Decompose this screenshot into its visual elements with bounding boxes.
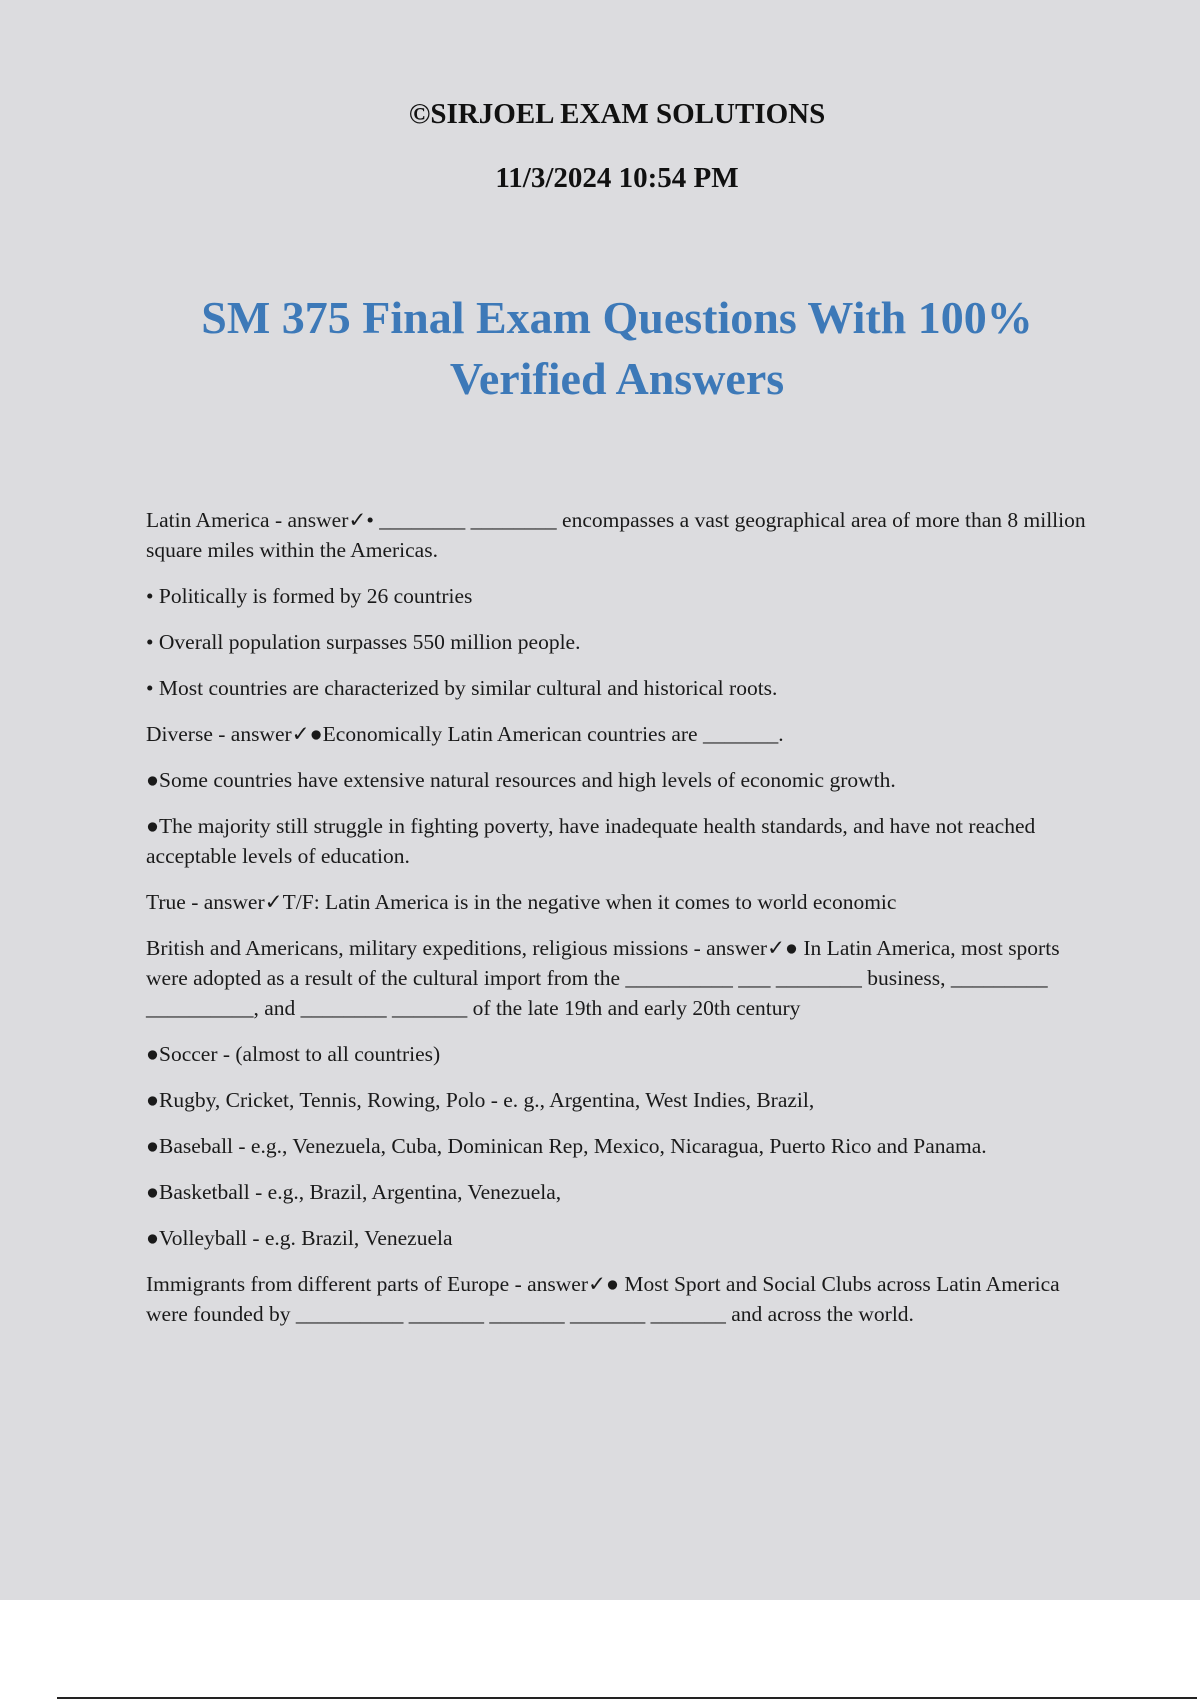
qa-true-false: True - answer✓T/F: Latin America is in the negative when it comes to world economic: [146, 890, 897, 914]
bullet-basketball: ●Basketball - e.g., Brazil, Argentina, Venezuela,: [146, 1180, 562, 1204]
brand-header: ©SIRJOEL EXAM SOLUTIONS: [408, 98, 826, 130]
title-line-2: Verified Answers: [449, 353, 785, 404]
qa-diverse: Diverse - answer✓●Economically Latin American countries are _______.: [146, 722, 784, 746]
bullet-poverty: ●The majority still struggle in fighting poverty, have inadequate health standards, and have not reached acceptable levels of education.: [146, 814, 1036, 868]
bullet-rugby: ●Rugby, Cricket, Tennis, Rowing, Polo - e. g., Argentina, West Indies, Brazil,: [146, 1088, 815, 1112]
bullet-baseball: ●Baseball - e.g., Venezuela, Cuba, Dominican Rep, Mexico, Nicaragua, Puerto Rico and Panama.: [146, 1134, 987, 1158]
date-timestamp: 11/3/2024 10:54 PM: [495, 162, 739, 194]
question-list: [146, 505, 1091, 1345]
bullet-volleyball: ●Volleyball - e.g. Brazil, Venezuela: [146, 1226, 453, 1250]
title-line-1: SM 375 Final Exam Questions With 100%: [201, 292, 1033, 343]
bullet-soccer: ●Soccer - (almost to all countries): [146, 1042, 441, 1066]
bullet-population: • Overall population surpasses 550 million people.: [146, 630, 581, 654]
document-title: [0, 287, 1200, 409]
qa-immigrants: Immigrants from different parts of Europe - answer✓● Most Sport and Social Clubs across Latin America were founded by __________ _______ _______ _______ _______ and across the world.: [146, 1272, 1060, 1326]
bullet-politics: • Politically is formed by 26 countries: [146, 584, 473, 608]
qa-latin-america: Latin America - answer✓• ________ ________ encompasses a vast geographical area of more than 8 million square miles within the Americas.: [146, 508, 1086, 562]
qa-cultural-import: British and Americans, military expeditions, religious missions - answer✓● In Latin America, most sports were adopted as a result of the cultural import from the __________ ___ ________ business, _________ __________, and ________ _______ of the late 19th and early 20th century: [146, 936, 1060, 1020]
bullet-natural-resources: ●Some countries have extensive natural resources and high levels of economic growth.: [146, 768, 896, 792]
footer-divider: [57, 1697, 1197, 1699]
bullet-cultural-roots: • Most countries are characterized by similar cultural and historical roots.: [146, 676, 778, 700]
